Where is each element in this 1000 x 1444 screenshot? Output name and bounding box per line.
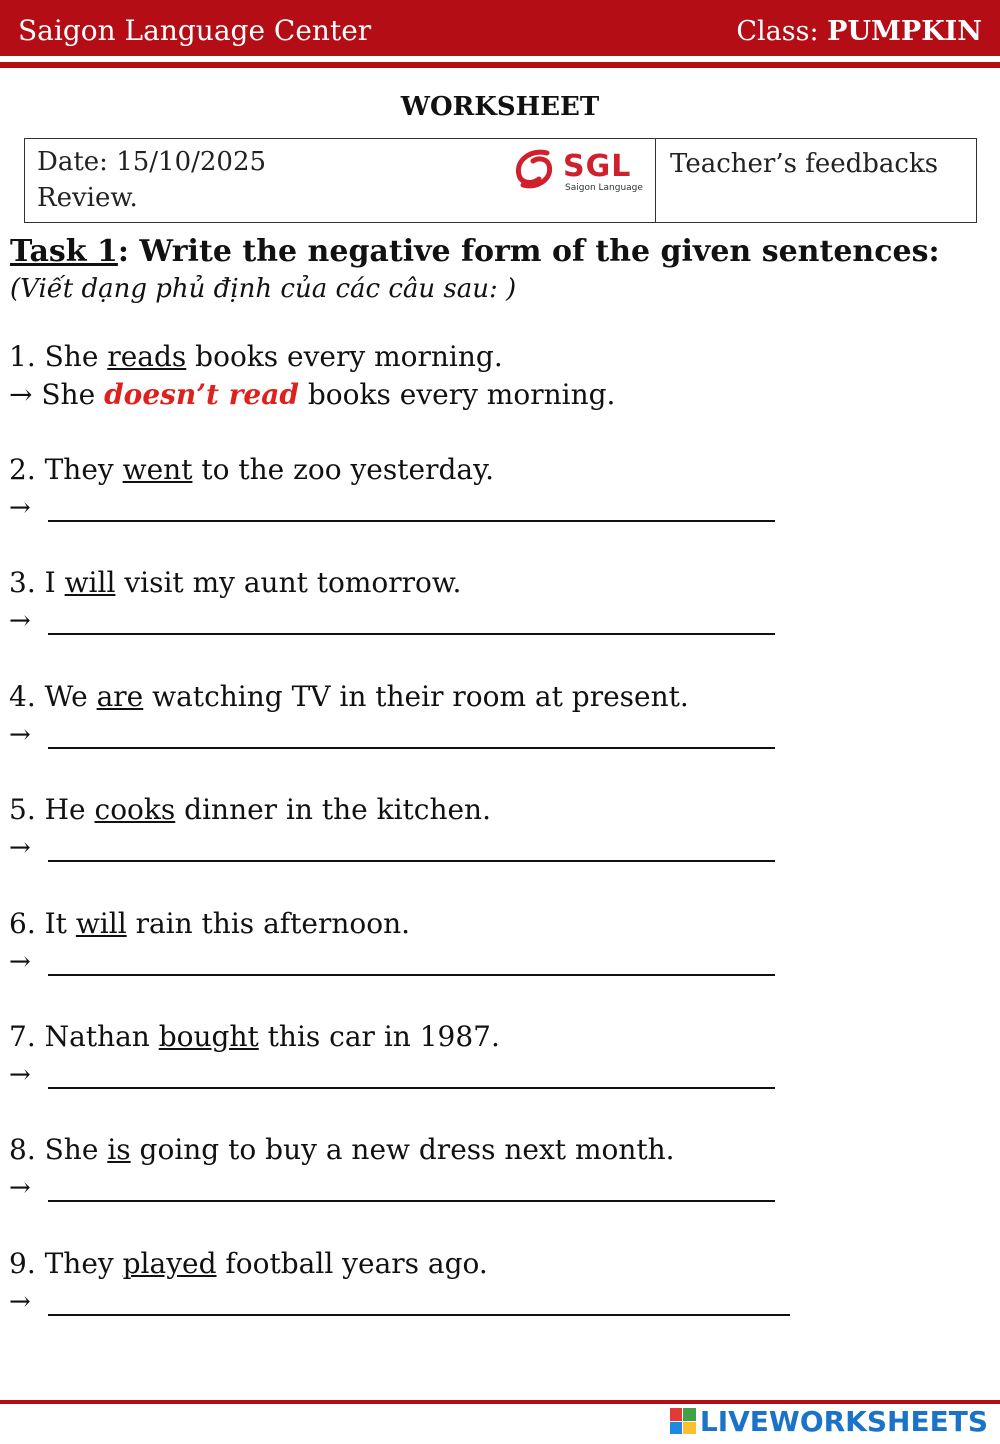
logo-text: SGL — [563, 149, 632, 184]
answer-highlight: doesn’t read — [104, 378, 299, 411]
sentence-after: dinner in the kitchen. — [175, 793, 491, 827]
question-sentence — [9, 1020, 500, 1053]
feedback-label: Teacher’s feedbacks — [670, 149, 939, 179]
sentence-after: to the zoo yesterday. — [192, 453, 495, 486]
question-sentence — [9, 453, 494, 486]
logo-subtext: Saigon Language — [565, 183, 643, 193]
sentence-before: I — [44, 566, 65, 600]
item-number: 7. — [9, 1020, 45, 1053]
task-instruction: : Write the negative form of the given sentences: — [117, 234, 940, 269]
item-number: 8. — [9, 1133, 45, 1167]
item-number: 5. — [9, 793, 45, 827]
task-title — [10, 234, 940, 269]
sentence-before: She — [44, 1133, 108, 1167]
sentence-before: Nathan — [44, 1020, 159, 1053]
arrow-icon: → — [9, 1060, 31, 1090]
item-number: 2. — [9, 453, 45, 486]
item-number: 9. — [9, 1246, 45, 1280]
answer-blank-input[interactable] — [48, 1200, 775, 1202]
header-bar — [0, 0, 1000, 56]
sentence-after: visit my aunt tomorrow. — [115, 566, 462, 600]
arrow-icon: → — [9, 946, 31, 977]
underlined-verb: cooks — [94, 793, 176, 827]
sentence-after: books every morning. — [186, 340, 503, 373]
arrow-icon: → — [9, 719, 31, 750]
question-sentence — [9, 1133, 675, 1166]
example-answer — [9, 378, 615, 411]
arrow-icon: → — [9, 833, 31, 864]
sentence-before: It — [44, 906, 76, 940]
underlined-verb: reads — [107, 340, 187, 373]
answer-blank-input[interactable] — [48, 747, 775, 749]
liveworksheets-text: LIVEWORKSHEETS — [699, 1404, 988, 1438]
answer-blank-input[interactable] — [48, 974, 775, 976]
info-box — [24, 138, 977, 223]
class-label: Class: — [736, 16, 828, 47]
sentence-after: going to buy a new dress next month. — [130, 1133, 675, 1167]
arrow-icon: → — [9, 606, 31, 637]
sentence-before: They — [44, 453, 123, 486]
answer-blank-input[interactable] — [48, 633, 775, 635]
underlined-verb: will — [75, 906, 127, 940]
topic-text: Review. — [37, 183, 138, 213]
class-info — [736, 16, 982, 47]
answer-after: books every morning. — [298, 378, 616, 411]
underlined-verb: went — [122, 453, 193, 486]
task-subtitle: (Viết dạng phủ định của các câu sau: ) — [10, 274, 517, 304]
arrow-icon: → — [9, 378, 42, 411]
header-rule — [0, 62, 1000, 68]
question-sentence — [9, 566, 461, 599]
answer-before: She — [41, 378, 105, 411]
example-question — [9, 340, 503, 373]
question-sentence — [9, 793, 491, 826]
arrow-icon: → — [9, 493, 31, 523]
sentence-after: this car in 1987. — [258, 1020, 500, 1053]
sentence-after: football years ago. — [216, 1246, 488, 1280]
sentence-before: He — [44, 793, 95, 827]
liveworksheets-logo — [670, 1403, 988, 1439]
task-label: Task 1 — [10, 234, 118, 269]
answer-blank-input[interactable] — [48, 1087, 775, 1089]
sentence-after: watching TV in their room at present. — [143, 679, 689, 713]
question-sentence — [9, 680, 689, 713]
item-number: 3. — [9, 566, 45, 600]
info-left-cell — [25, 139, 656, 222]
arrow-icon: → — [9, 1286, 31, 1317]
underlined-verb: played — [122, 1246, 217, 1280]
sgl-logo — [509, 145, 649, 197]
answer-blank-input[interactable] — [48, 1314, 790, 1316]
item-number: 4. — [9, 679, 45, 713]
item-number: 1. — [9, 340, 45, 373]
sentence-after: rain this afternoon. — [126, 906, 411, 940]
underlined-verb: bought — [158, 1020, 259, 1053]
sentence-before: She — [44, 340, 108, 373]
underlined-verb: are — [96, 679, 144, 713]
question-sentence — [9, 1247, 488, 1280]
center-name: Saigon Language Center — [18, 14, 372, 47]
liveworksheets-icon — [670, 1408, 696, 1434]
class-name: PUMPKIN — [827, 16, 982, 47]
sentence-before: We — [44, 679, 97, 713]
question-sentence — [9, 907, 410, 940]
underlined-verb: will — [64, 566, 116, 600]
sgl-swirl-icon — [509, 145, 559, 193]
item-number: 6. — [9, 906, 45, 940]
date-text: Date: 15/10/2025 — [37, 147, 267, 177]
sentence-before: They — [44, 1246, 123, 1280]
worksheet-title: WORKSHEET — [400, 92, 600, 122]
answer-blank-input[interactable] — [48, 860, 775, 862]
arrow-icon: → — [9, 1173, 31, 1204]
answer-blank-input[interactable] — [48, 520, 775, 522]
underlined-verb: is — [107, 1133, 131, 1167]
